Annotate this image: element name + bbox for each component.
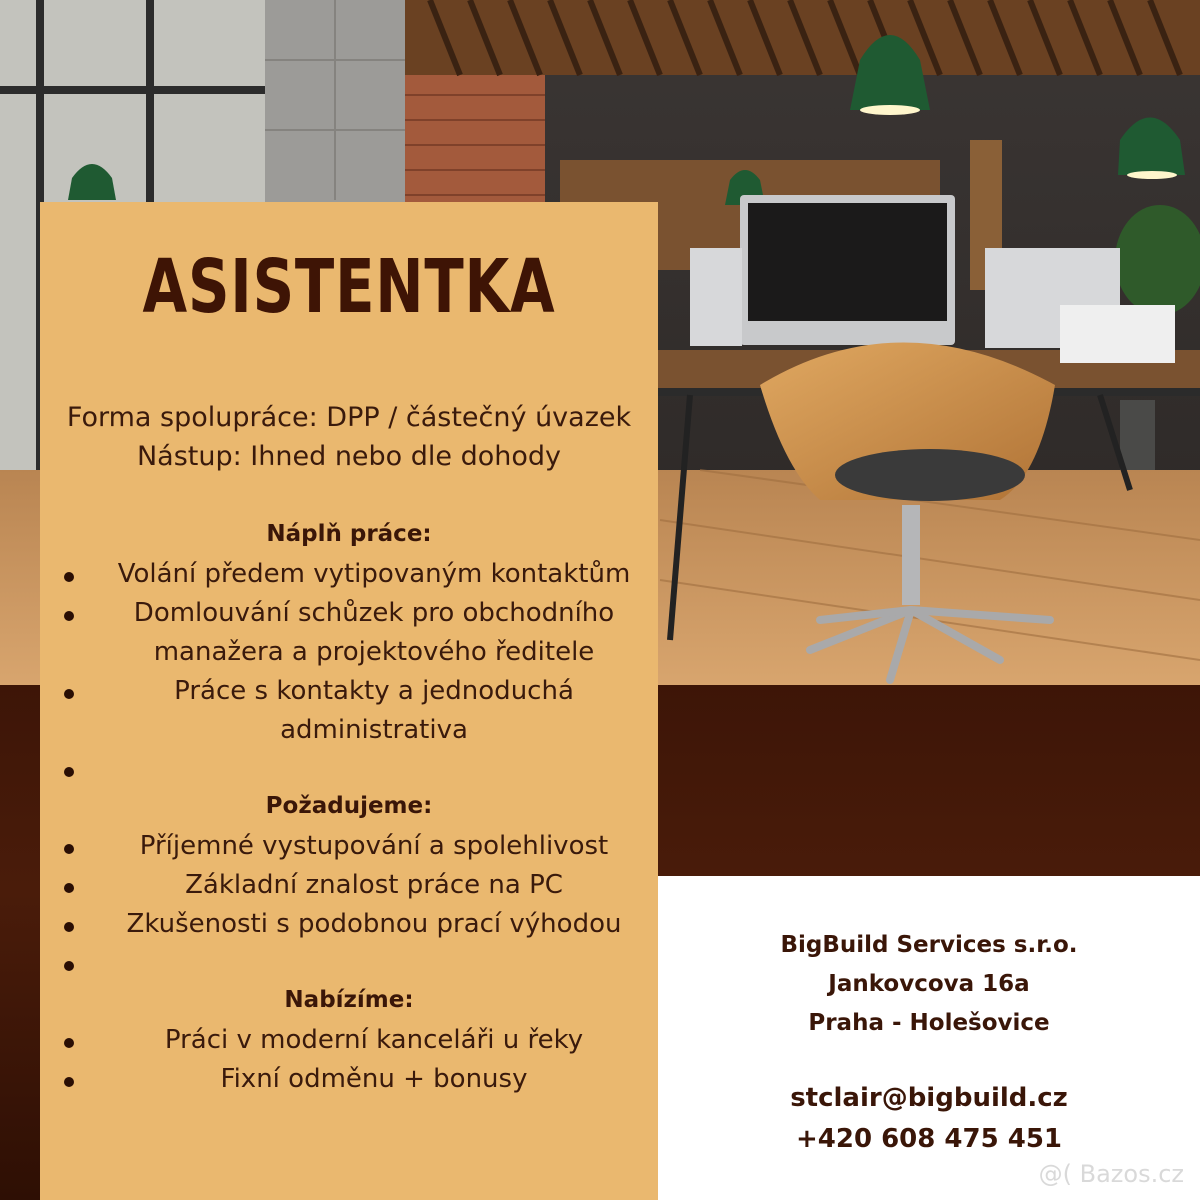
cooperation-form: Forma spolupráce: DPP / částečný úvazek <box>66 402 632 433</box>
list-item: Fixní odměnu + bonusy <box>58 1060 648 1099</box>
contact-details <box>658 1078 1200 1160</box>
phone-link[interactable]: +420 608 475 451 <box>795 1124 1063 1154</box>
bullet-icon <box>64 611 74 621</box>
bullet-icon <box>64 572 74 582</box>
intro-block <box>40 398 658 476</box>
requirements-list <box>58 827 648 983</box>
bullet-icon <box>64 689 74 699</box>
list-item <box>58 750 648 789</box>
street: Jankovcova 16a <box>828 971 1030 997</box>
bullet-icon <box>64 1077 74 1087</box>
list-item: Domlouvání schůzek pro obchodního manažera a projektového ředitele <box>58 594 648 672</box>
bullet-icon <box>64 767 74 777</box>
list-item: Příjemné vystupování a spolehlivost <box>58 827 648 866</box>
list-item: Základní znalost práce na PC <box>58 866 648 905</box>
contact-box <box>658 876 1200 1200</box>
bazos-watermark: @( Bazos.cz <box>1038 1160 1184 1188</box>
company-address <box>658 926 1200 1043</box>
duties-list <box>58 555 648 789</box>
list-item <box>58 944 648 983</box>
email-link[interactable]: stclair@bigbuild.cz <box>790 1083 1068 1113</box>
bullet-icon <box>64 844 74 854</box>
offer-list <box>58 1021 648 1099</box>
list-item: Práci v moderní kanceláři u řeky <box>58 1021 648 1060</box>
city: Praha - Holešovice <box>808 1010 1050 1036</box>
job-title: ASISTENTKA <box>142 244 556 330</box>
list-item: Zkušenosti s podobnou prací výhodou <box>58 905 648 944</box>
start-date: Nástup: Ihned nebo dle dohody <box>136 441 562 472</box>
list-item: Volání předem vytipovaným kontaktům <box>58 555 648 594</box>
section-heading-requirements: Požadujeme: <box>265 793 433 819</box>
company-name: BigBuild Services s.r.o. <box>780 932 1078 958</box>
section-heading-offer: Nabízíme: <box>284 987 414 1013</box>
list-item: Práce s kontakty a jednoduchá administrativa <box>58 672 648 750</box>
bullet-icon <box>64 922 74 932</box>
section-heading-duties: Náplň práce: <box>266 521 432 547</box>
bullet-icon <box>64 961 74 971</box>
bullet-icon <box>64 883 74 893</box>
bullet-icon <box>64 1038 74 1048</box>
